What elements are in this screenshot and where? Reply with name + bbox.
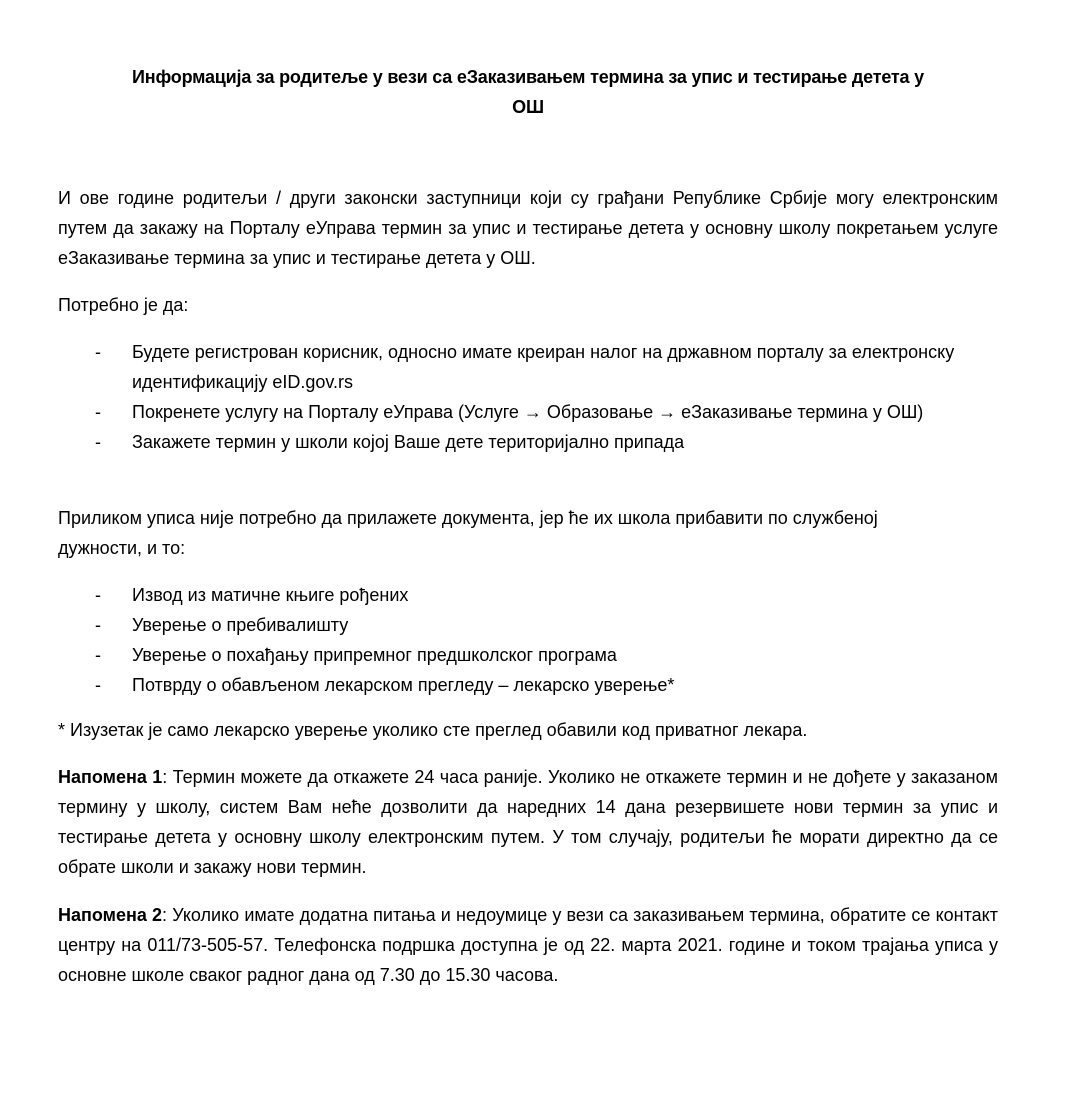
documents-list [58, 580, 998, 700]
list-item-text: Извод из матичне књиге рођених [132, 585, 409, 605]
note-2-text: : Уколико имате додатна питања и недоумице у вези са заказивањем термина, обратите се контакт центру на 011/73-505-57. Телефонска подршка доступна је од 22. марта 2021. године и током трајања уписа у основне школе сваког радног дана од 7.30 до 15.30 часова. [58, 905, 998, 985]
note-1-text: : Термин можете да откажете 24 часа раније. Уколико не откажете термин и не дођете у заказаном термину у школу, систем Вам неће дозволити да наредних 14 дана резервишете нови термин за упис и тестирање детета у основну школу електронским путем. У том случају, родитељи ће морати директно да се обрате школи и закажу нови термин. [58, 767, 998, 877]
title-line-1: Информација за родитеље у вези са еЗаказивањем термина за упис и тестирање детета у [132, 67, 924, 87]
dash-bullet: - [95, 342, 101, 362]
requirements-list [58, 337, 998, 457]
dash-bullet: - [95, 615, 101, 635]
document-title [58, 62, 998, 122]
list-item [58, 397, 998, 427]
footnote: * Изузетак је само лекарско уверење уколико сте преглед обавили код приватног лекара. [58, 720, 808, 740]
list-item-text: Будете регистрован корисник, односно имате креиран налог на државном порталу за електронску идентификацију eID.gov.rs [132, 342, 955, 392]
list-item [58, 580, 998, 610]
list-item [58, 610, 998, 640]
note-2-label: Напомена 2 [58, 905, 163, 925]
list-item-text: Уверење о похађању припремног предшколског програма [132, 645, 617, 665]
list-item-text: Уверење о пребивалишту [132, 615, 349, 635]
intro-paragraph: И ове године родитељи / други законски заступници који су грађани Републике Србије могу електронским путем да закажу на Порталу еУправа термин за упис и тестирање детета у основну школу покретањем услуге еЗаказивање термина за упис и тестирање детета у ОШ. [58, 188, 998, 268]
list-item [58, 640, 998, 670]
dash-bullet: - [95, 402, 101, 422]
title-line-2: ОШ [512, 97, 544, 117]
list-item-text: Потврду о обављеном лекарском прегледу – лекарско уверење* [132, 675, 675, 695]
list-item [58, 427, 998, 457]
dash-bullet: - [95, 675, 101, 695]
list-item [58, 670, 998, 700]
list-item-text: Закажете термин у школи којој Ваше дете територијално припада [132, 432, 685, 452]
dash-bullet: - [95, 645, 101, 665]
requirements-label: Потребно је да: [58, 295, 189, 315]
dash-bullet: - [95, 585, 101, 605]
note-2 [58, 900, 998, 990]
dash-bullet: - [95, 432, 101, 452]
documents-intro: Приликом уписа није потребно да прилажете документа, јер ће их школа прибавити по службеној дужности, и то: [58, 508, 878, 558]
note-1 [58, 762, 998, 882]
list-item-text: Покренете услугу на Порталу еУправа (Услуге → Образовање → еЗаказивање термина у ОШ) [132, 402, 924, 422]
list-item [58, 337, 998, 397]
note-1-label: Напомена 1 [58, 767, 163, 787]
